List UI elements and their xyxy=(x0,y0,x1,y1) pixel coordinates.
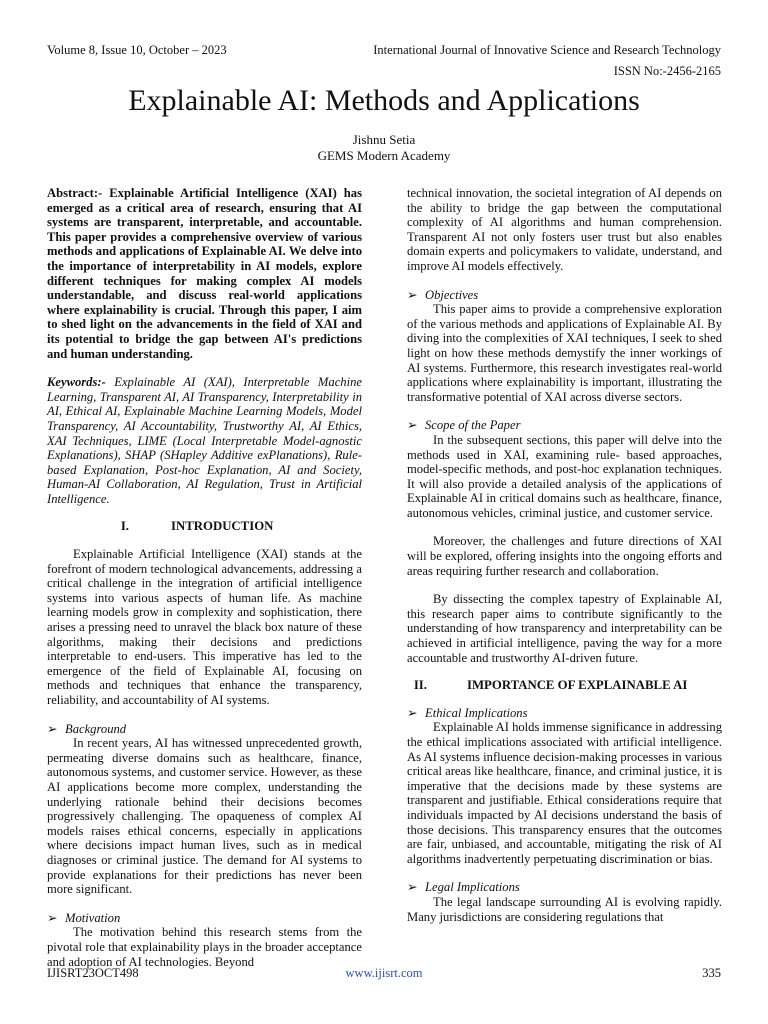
paper-id: IJISRT23OCT498 xyxy=(47,966,139,980)
author-affiliation: GEMS Modern Academy xyxy=(317,148,451,163)
arrow-bullet-icon: ➢ xyxy=(407,880,418,895)
subheading-legal: ➢ Legal Implications xyxy=(407,880,520,895)
arrow-bullet-icon: ➢ xyxy=(407,287,418,302)
arrow-bullet-icon: ➢ xyxy=(47,910,58,925)
arrow-bullet-icon: ➢ xyxy=(407,418,418,433)
legal-paragraph: The legal landscape surrounding AI is evolving rapidly. Many jurisdictions are considering regulations that xyxy=(407,894,722,924)
section-heading-importance xyxy=(407,678,722,693)
intro-paragraph: Explainable Artificial Intelligence (XAI) stands at the forefront of modern technological advancements, addressing a critical challenge in the integration of artificial intelligence systems into various aspects of human life. As machine learning models grow in complexity and sophistication, there arises a pressing need to unravel the black box nature of these algorithms, making their decisions and predictions interpretable to end-users. This imperative has led to the emergence of the field of Explainable AI, focusing on methods and techniques that enhance the transparency, reliability, and accountability of AI systems. xyxy=(47,547,362,707)
subheading-motivation: ➢ Motivation xyxy=(47,910,121,925)
scope-paragraph-2: Moreover, the challenges and future directions of XAI will be explored, offering insights into the ongoing efforts and areas requiring further research and collaboration. xyxy=(407,534,722,578)
left-column xyxy=(47,186,362,969)
keywords-label: Keywords:- xyxy=(47,375,106,390)
section-title: INTRODUCTION xyxy=(171,519,274,534)
volume-issue: Volume 8, Issue 10, October – 2023 xyxy=(47,43,227,57)
section-number: I. xyxy=(120,519,129,534)
arrow-bullet-icon: ➢ xyxy=(407,705,418,720)
subheading-objectives: ➢ Objectives xyxy=(407,287,479,302)
issn: ISSN No:-2456-2165 xyxy=(613,64,721,78)
objectives-paragraph: This paper aims to provide a comprehensive exploration of the various methods and applications of Explainable AI. By diving into the complexities of XAI techniques, I seek to shed light on how these methods demystify the inner workings of AI systems. Furthermore, this research investigates real-world applications where explainability is important, illustrating the transformative potential of XAI across diverse sectors. xyxy=(407,302,722,404)
right-column xyxy=(407,186,722,924)
subheading-scope: ➢ Scope of the Paper xyxy=(407,418,521,433)
keywords-text: Explainable AI (XAI), Interpretable Machine Learning, Transparent AI, AI Transparency, Interpretability in AI, Ethical AI, Explainable Machine Learning Models, Model Transparency, AI Accountability, Trustworthy AI, AI Ethics, XAI Techniques, LIME (Local Interpretable Model-agnostic Explanations), SHAP (SHapley Additive exPlanations), Rule-based Explanation, Post-hoc Explanation, AI and Society, Human-AI Collaboration, AI Regulation, Trust in Artificial Intelligence. xyxy=(47,375,362,506)
scope-paragraph-3: By dissecting the complex tapestry of Explainable AI, this research paper aims to contribute significantly to the understanding of how transparency and interpretability can be achieved in artificial intelligence, paving the way for a more accountable and trustworthy AI-driven future. xyxy=(407,592,722,665)
background-paragraph: In recent years, AI has witnessed unprecedented growth, permeating diverse domains such as healthcare, finance, autonomous systems, and customer service. However, as these AI applications become more complex, understanding the underlying rationale behind their decisions becomes progressively challenging. The opaqueness of complex AI models raises ethical concerns, especially in applications where decisions impact human lives, such as in medical diagnoses or criminal justice. The demand for AI systems to provide explanations for their predictions has never been more significant. xyxy=(47,736,362,897)
section-title: IMPORTANCE OF EXPLAINABLE AI xyxy=(467,678,688,693)
ethical-paragraph: Explainable AI holds immense significance in addressing the ethical implications associated with artificial intelligence. As AI systems influence decision-making processes in various critical areas like healthcare, finance, and criminal justice, it is imperative that the decisions made by these systems are transparent and justifiable. Ethical considerations require that individuals impacted by AI decisions understand the basis of those decisions. This transparency ensures that the outcomes are fair, unbiased, and accountable, mitigating the risk of AI algorithms inadvertently perpetuating discrimination or bias. xyxy=(407,720,722,866)
subheading-ethical: ➢ Ethical Implications xyxy=(407,705,528,720)
keywords xyxy=(47,375,362,506)
journal-url-link[interactable]: www.ijisrt.com xyxy=(345,966,423,980)
arrow-bullet-icon: ➢ xyxy=(47,721,58,736)
section-heading-introduction xyxy=(47,519,362,534)
motivation-continued: technical innovation, the societal integration of AI depends on the ability to bridge the gap between the computational complexity of AI algorithms and human comprehension. Transparent AI not only fosters user trust but also enables domain experts and policymakers to validate, understand, and improve AI models effectively. xyxy=(407,186,722,273)
scope-paragraph: In the subsequent sections, this paper will delve into the methods used in XAI, examining rule- based approaches, model-specific methods, and post-hoc explanation techniques. It will also provide a detailed analysis of the applications of Explainable AI in critical domains such as healthcare, finance, autonomous vehicles, criminal justice, and customer service. xyxy=(407,432,722,520)
motivation-paragraph: The motivation behind this research stems from the pivotal role that explainability plays in the broader acceptance and adoption of AI technologies. Beyond xyxy=(47,925,362,969)
section-number: II. xyxy=(413,678,427,693)
author-name: Jishnu Setia xyxy=(352,132,416,147)
page-number: 335 xyxy=(702,966,721,980)
journal-name: International Journal of Innovative Science and Research Technology xyxy=(373,43,721,57)
paper-title: Explainable AI: Methods and Applications xyxy=(128,84,640,117)
abstract: Abstract:- Explainable Artificial Intelligence (XAI) has emerged as a critical area of research, ensuring that AI systems are transparent, interpretable, and accountable. This paper provides a comprehensive overview of various methods and applications of Explainable AI. We delve into the importance of interpretability in AI models, explore different techniques for making complex AI models understandable, and discuss real-world applications where explainability is crucial. Through this paper, I aim to shed light on the advancements in the field of XAI and its potential to bridge the gap between AI's predictions and human understanding. xyxy=(47,186,362,361)
subheading-background: ➢ Background xyxy=(47,721,127,736)
